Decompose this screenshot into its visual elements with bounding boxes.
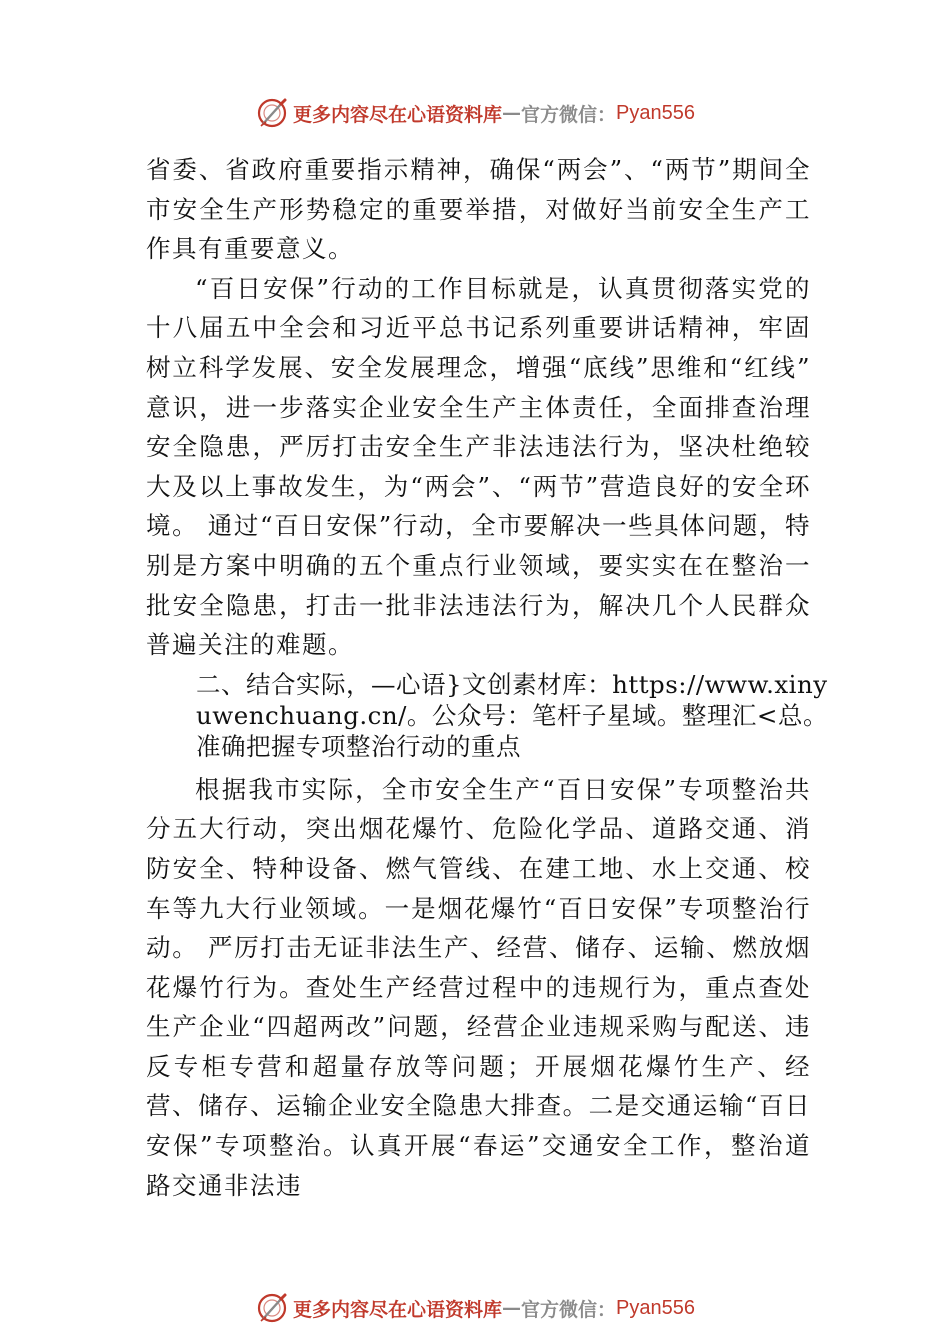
- paragraph-3: 根据我市实际，全市安全生产“百日安保”专项整治共分五大行动，突出烟花爆竹、危险化学品、道路交通、消防安全、特种设备、燃气管线、在建工地、水上交通、校车等九大行业领域。一是烟花爆竹“百日安保”专项整治行动。 严厉打击无证非法生产、经营、储存、运输、燃放烟花爆竹行为。查处生产经营过程中的违规行为，重点查处生产企业“四超两改”问题，经营企业违规采购与配送、违反专柜专营和超量存放等问题；开展烟花爆竹生产、经营、储存、运输企业安全隐患大排查。二是交通运输“百日安保”专项整治。认真开展“春运”交通安全工作，整治道路交通非法违: [146, 774, 811, 1200]
- brush-circle-logo-icon: [255, 96, 289, 130]
- wechat-label: 官方微信：: [521, 1298, 617, 1321]
- section-heading-2: 二、结合实际，—心语}文创素材库：https://www.xinyuwenchuang.cn/。公众号：笔杆子星域。整理汇<总。准确把握专项整治行动的重点: [196, 669, 828, 761]
- banner-dash: —: [502, 1297, 522, 1319]
- document-body: [146, 150, 828, 1205]
- paragraph-2: “百日安保”行动的工作目标就是，认真贯彻落实党的十八届五中全会和习近平总书记系列重要讲话精神，牢固树立科学发展、安全发展理念，增强“底线”思维和“红线” 意识，进一步落实企业安全生产主体责任，全面排查治理安全隐患，严厉打击安全生产非法违法行为，坚决杜绝较大及以上事故发生，为“两会”、“两节”营造良好的安全环境。 通过“百日安保”行动，全市要解决一些具体问题，特别是方案中明确的五个重点行业领域，要实实在在整治一批安全隐患，打击一批非法违法行为，解决几个人民群众普遍关注的难题。: [146, 273, 811, 660]
- site-name-text: 更多内容尽在心语资料库: [293, 1298, 503, 1321]
- site-name-text: 更多内容尽在心语资料库: [293, 103, 503, 126]
- wechat-id: Pyan556: [616, 1296, 695, 1319]
- paragraph-1: 省委、省政府重要指示精神，确保“两会”、“两节”期间全市安全生产形势稳定的重要举措，对做好当前安全生产工作具有重要意义。: [146, 155, 811, 264]
- footer-banner: [0, 1288, 950, 1328]
- wechat-id: Pyan556: [616, 101, 695, 124]
- brush-circle-logo-icon: [255, 1291, 289, 1325]
- banner-dash: —: [502, 102, 522, 124]
- wechat-label: 官方微信：: [521, 103, 617, 126]
- header-banner: [0, 93, 950, 133]
